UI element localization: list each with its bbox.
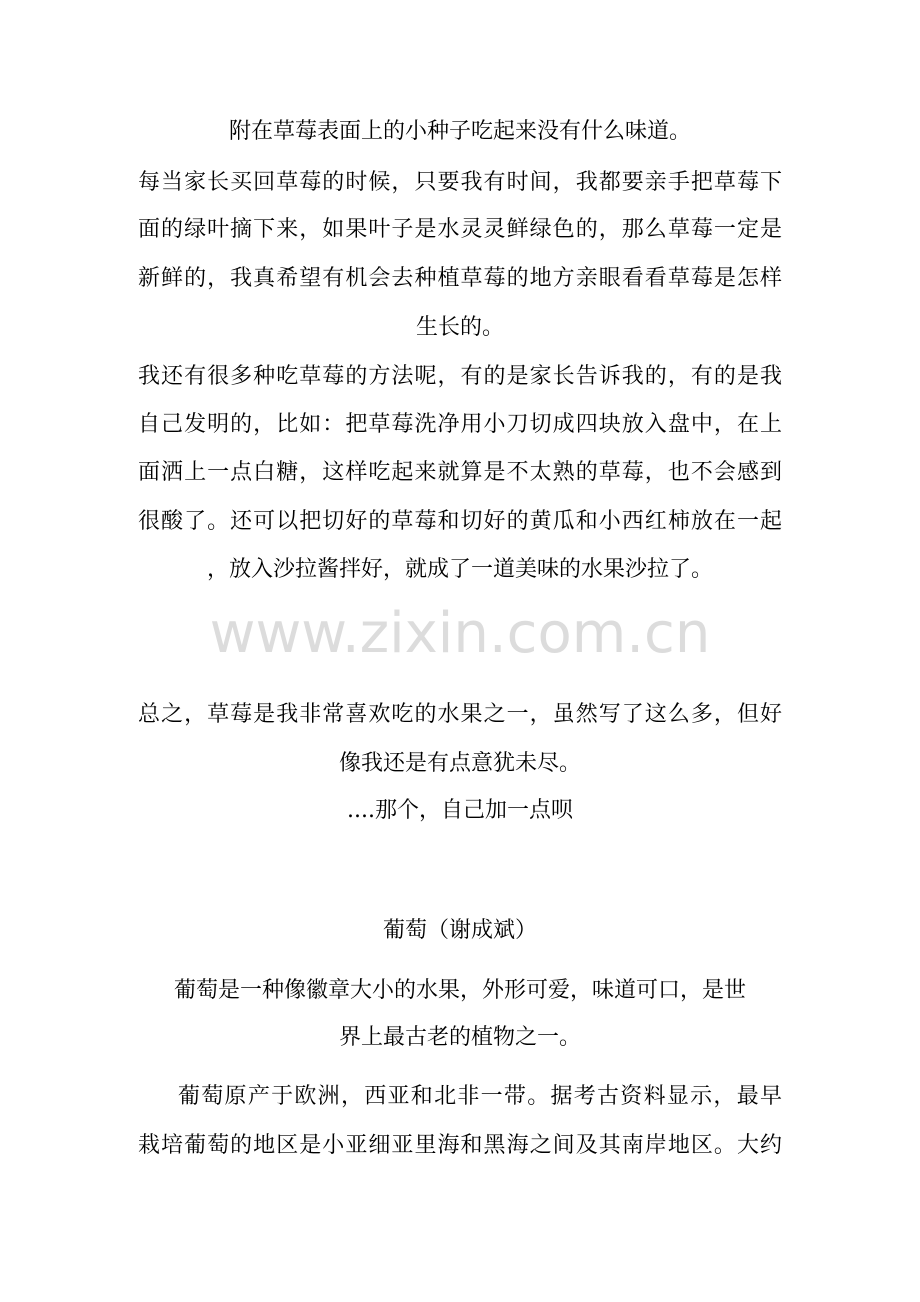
paragraph-grape-origin-line-2: 栽培葡萄的地区是小亚细亚里海和黑海之间及其南岸地区。大约	[138, 1133, 782, 1158]
watermark: www.zixin.com.cn	[209, 601, 711, 666]
paragraph-grape-origin-line-1: 葡萄原产于欧洲，西亚和北非一带。据考古资料显示，最早	[178, 1084, 782, 1109]
paragraph-leaves-line-1: 每当家长买回草莓的时候，只要我有时间，我都要亲手把草莓下	[138, 170, 782, 195]
paragraph-methods-line-2: 自己发明的，比如：把草莓洗净用小刀切成四块放入盘中，在上	[138, 412, 782, 437]
paragraph-grape-intro-line-1: 葡萄是一种像徽章大小的水果，外形可爱，味道可口，是世	[173, 978, 746, 1003]
paragraph-conclusion-line-2: 像我还是有点意犹未尽。	[338, 751, 581, 776]
paragraph-methods-line-3: 面洒上一点白糖，这样吃起来就算是不太熟的草莓，也不会感到	[138, 460, 782, 485]
paragraph-methods-line-5: ，放入沙拉酱拌好，就成了一道美味的水果沙拉了。	[206, 557, 713, 582]
paragraph-seeds: 附在草莓表面上的小种子吃起来没有什么味道。	[228, 119, 691, 144]
paragraph-leaves-line-2: 面的绿叶摘下来，如果叶子是水灵灵鲜绿色的，那么草莓一定是	[138, 217, 782, 242]
paragraph-grape-intro-line-2: 界上最古老的植物之一。	[338, 1025, 581, 1050]
paragraph-conclusion-line-1: 总之，草莓是我非常喜欢吃的水果之一，虽然写了这么多，但好	[138, 702, 782, 727]
paragraph-methods-line-4: 很酸了。还可以把切好的草莓和切好的黄瓜和小西红柿放在一起	[138, 509, 782, 534]
paragraph-leaves-line-4: 生长的。	[415, 315, 504, 340]
paragraph-methods-line-1: 我还有很多种吃草莓的方法呢，有的是家长告诉我的，有的是我	[138, 364, 782, 389]
paragraph-addendum: ....那个，自己加一点呗	[347, 798, 573, 823]
section-title-grape: 葡萄（谢成斌）	[382, 918, 537, 943]
paragraph-leaves-line-3: 新鲜的，我真希望有机会去种植草莓的地方亲眼看看草莓是怎样	[138, 266, 782, 291]
